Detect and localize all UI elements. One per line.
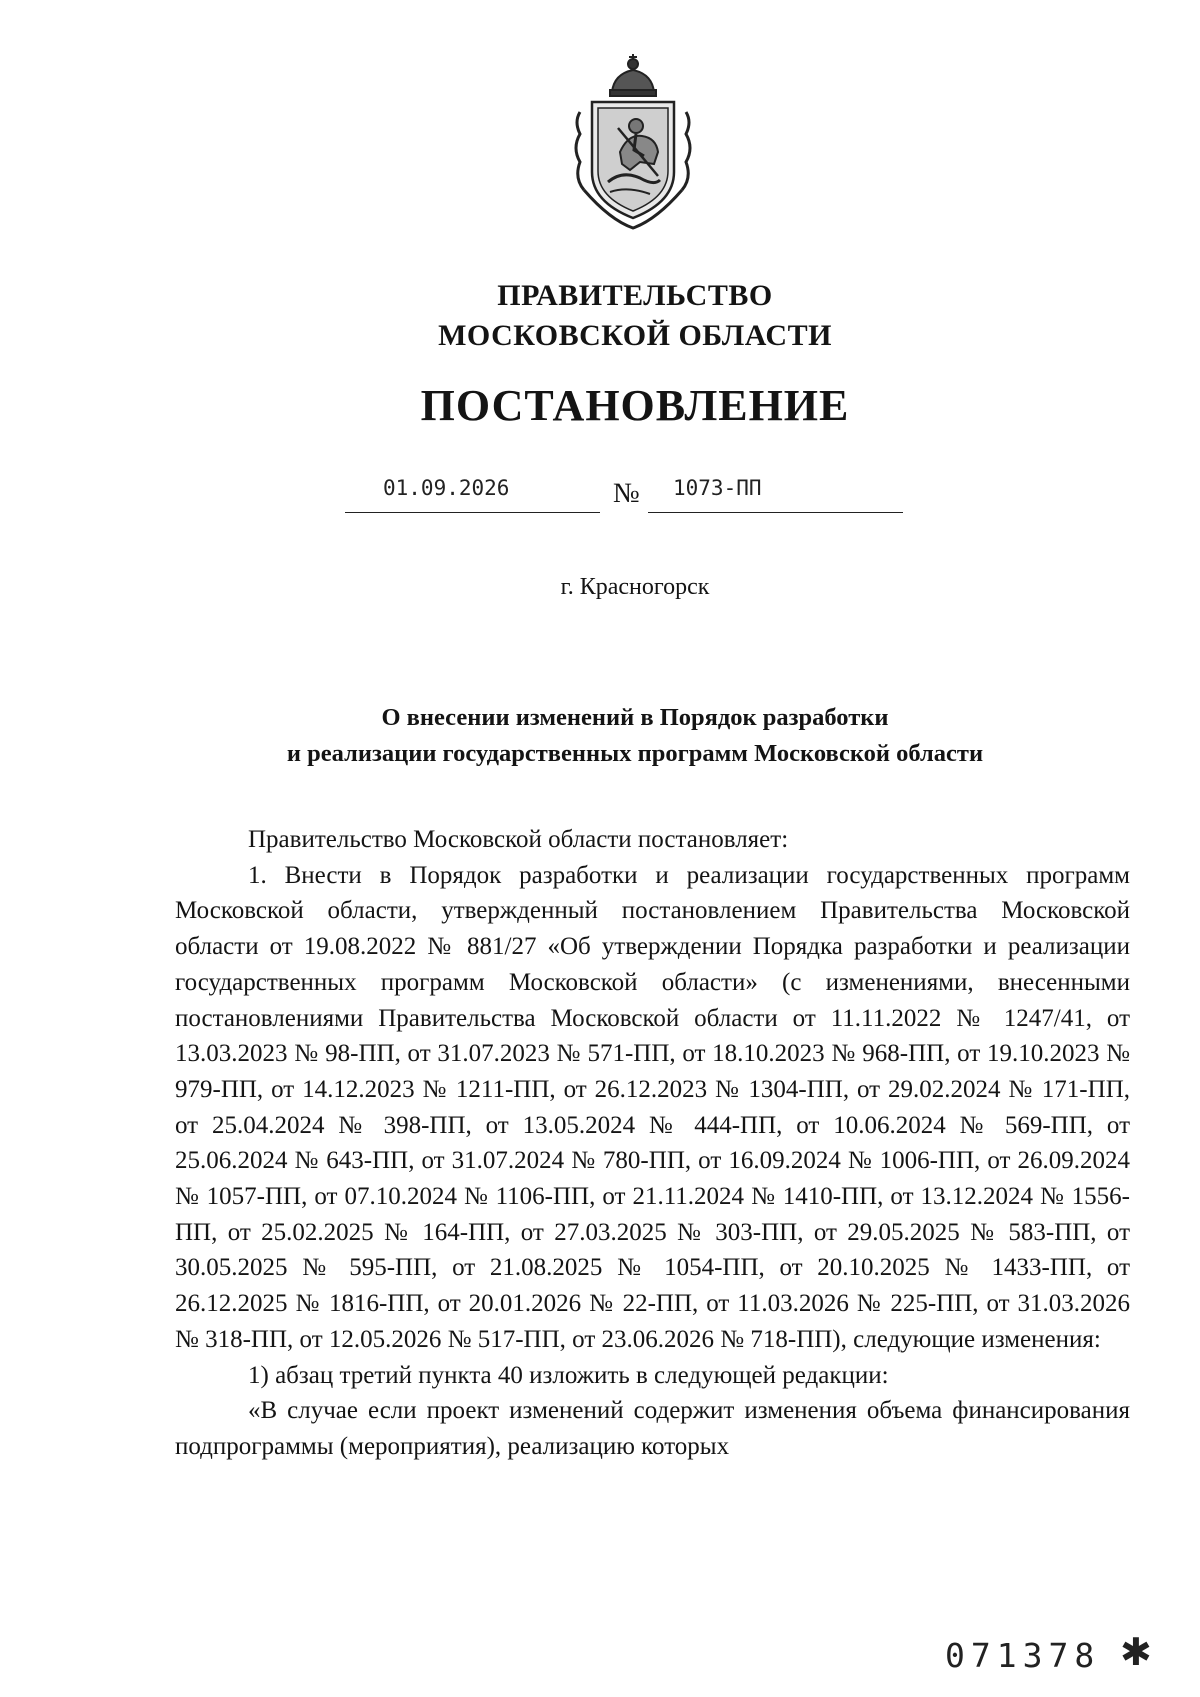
- document-title: [200, 700, 1070, 772]
- city: г. Красногорск: [560, 574, 710, 600]
- body-paragraph: «В случае если проект изменений содержит изменения объема финансирования подпрограммы (мероприятия), реализацию которых: [175, 1397, 1130, 1460]
- serial-number: 071378: [945, 1636, 1101, 1675]
- organization-line-1: ПРАВИТЕЛЬСТВО: [497, 279, 773, 312]
- asterisk-icon: ✱: [1120, 1632, 1152, 1674]
- coat-of-arms-icon: [570, 52, 696, 230]
- date-number-row: [345, 468, 905, 514]
- body-paragraph: 1. Внести в Порядок разработки и реализации государственных программ Московской области, утвержденный постановлением Правительства Московской области от 19.08.2022 № 881/27 «Об утверждении Порядка разработки и реализации государственных программ Московской области» (с изменениями, внесенными постановлениями Правительства Московской области от 11.11.2022 № 1247/41, от 13.03.2023 № 98-ПП, от 31.07.2023 № 571-ПП, от 18.10.2023 № 968-ПП, от 19.10.2023 № 979-ПП, от 14.12.2023 № 1211-ПП, от 26.12.2023 № 1304-ПП, от 29.02.2024 № 171-ПП, от 25.04.2024 № 398-ПП, от 13.05.2024 № 444-ПП, от 10.06.2024 № 569-ПП, от 25.06.2024 № 643-ПП, от 31.07.2024 № 780-ПП, от 16.09.2024 № 1006-ПП, от 26.09.2024 № 1057-ПП, от 07.10.2024 № 1106-ПП, от 21.11.2024 № 1410-ПП, от 13.12.2024 № 1556-ПП, от 25.02.2025 № 164-ПП, от 27.03.2025 № 303-ПП, от 29.05.2025 № 583-ПП, от 30.05.2025 № 595-ПП, от 21.08.2025 № 1054-ПП, от 20.10.2025 № 1433-ПП, от 26.12.2025 № 1816-ПП, от 20.01.2026 № 22-ПП, от 11.03.2026 № 225-ПП, от 31.03.2026 № 318-ПП, от 12.05.2026 № 517-ПП, от 23.06.2026 № 718-ПП), следующие изменения:: [175, 861, 1130, 1353]
- title-line-1: О внесении изменений в Порядок разработки: [381, 704, 889, 731]
- document-body: [175, 822, 1130, 1465]
- document-number: 1073-ПП: [673, 476, 762, 500]
- organization-line-2: МОСКОВСКОЙ ОБЛАСТИ: [438, 319, 832, 352]
- body-paragraph: Правительство Московской области постановляет:: [248, 826, 789, 853]
- document-type: ПОСТАНОВЛЕНИЕ: [420, 381, 850, 430]
- number-sign: №: [613, 478, 640, 509]
- organization-name: [300, 276, 970, 356]
- date-field: [345, 468, 600, 513]
- body-paragraph: 1) абзац третий пункта 40 изложить в следующей редакции:: [248, 1361, 889, 1389]
- document-date: 01.09.2026: [383, 476, 510, 500]
- number-field: [648, 468, 903, 513]
- title-line-2: и реализации государственных программ Московской области: [286, 740, 984, 767]
